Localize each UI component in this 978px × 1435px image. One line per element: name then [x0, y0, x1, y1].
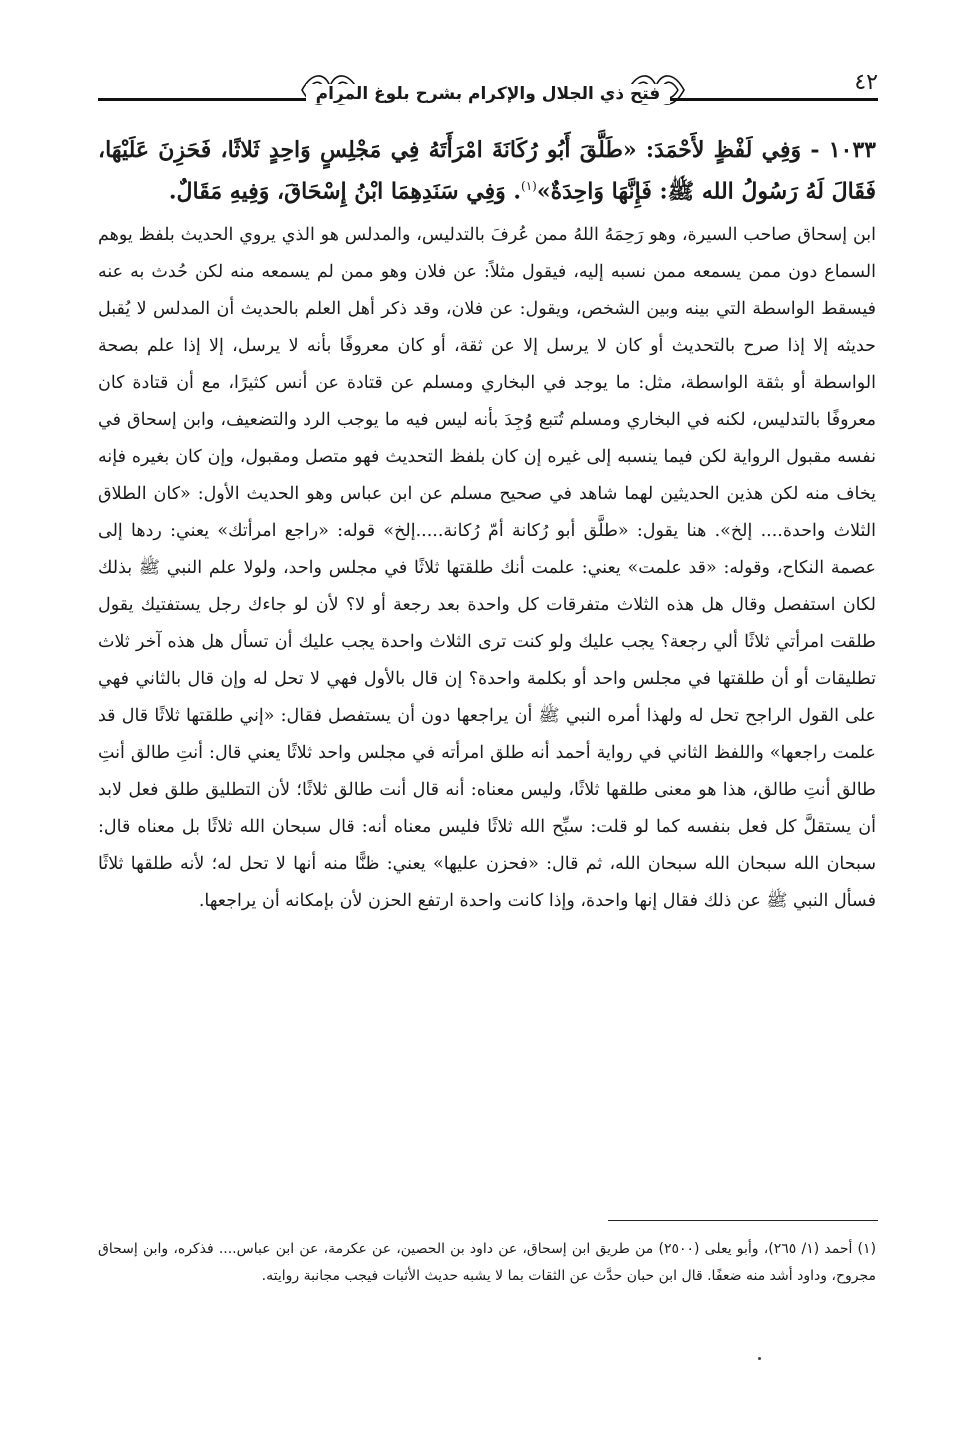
running-title — [98, 84, 878, 104]
footnote-item: (١) أحمد (١/ ٢٦٥)، وأبو يعلى (٢٥٠٠) من طريق ابن إسحاق، عن داود بن الحصين، عن عكرمة، عن ابن عباس.... فذكره، وابن إسحاق مجروح، وداود أشد منه ضعفًا. قال ابن حبان حدَّث عن الثقات بما لا يشبه حديث الأثبات فيجب مجانبة روايته. — [98, 1241, 877, 1284]
page-number: ٤٢ — [854, 70, 878, 95]
page-header — [98, 62, 878, 120]
commentary-paragraph: ابن إسحاق صاحب السيرة، وهو رَحِمَهُ اللهُ ممن عُرفَ بالتدليس، والمدلس هو الذي يروي الحديث بلفظ يوهم السماع دون ممن يسمعه ممن نسبه إليه، فيقول مثلاً: عن فلان وهو ممن لم يسمعه منه لكن حُدث به عنه فيسقط الواسطة التي بينه وبين الشخص، ويقول: عن فلان، وقد ذكر أهل العلم بالحديث أن المدلس لا يُقبل حديثه إلا إذا صرح بالتحديث أو كان لا يرسل إلا عن ثقة، أو كان معروفًا بأنه لا يرسل، إلا إذا علم بصحة الواسطة أو بثقة الواسطة، مثل: ما يوجد في البخاري ومسلم عن قتادة عن أنس كثيرًا، مع أن قتادة كان معروفًا بالتدليس، لكنه في البخاري ومسلم تُتبع وُجِدَ بأنه ليس فيه ما يوجب الرد والتضعيف، وابن إسحاق في نفسه مقبول الرواية لكن فيما ينسبه إلى غيره إن كان بلفظ التحديث فهو متصل ومقبول، وإن كان بغيره فإنه يخاف منه لكن هذين الحديثين لهما شاهد في صحيح مسلم عن ابن عباس وهو الحديث الأول: «كان الطلاق الثلاث واحدة.... إلخ». هنا يقول: «طلَّق أبو رُكانة أمّ رُكانة.....إلخ» قوله: «راجع امرأتك» يعني: ردها إلى عصمة النكاح، وقوله: «قد علمت» يعني: علمت أنك طلقتها ثلاثًا في مجلس واحد، ولولا علم النبي ﷺ بذلك لكان استفصل وقال هل هذه الثلاث متفرقات كل واحدة بعد رجعة أو لا؟ لأن لو جاءك رجل يستفتيك يقول طلقت امرأتي ثلاثًا ألي رجعة؟ يجب عليك ولو كنت ترى الثلاث واحدة يجب عليك أن تسأل هل هذه آخر ثلاث تطليقات أو أن طلقتها في مجلس واحد أو بكلمة واحدة؟ إن قال بالأول فهي لا تحل له وإن قال بالثاني فهي على القول الراجح تحل له ولهذا أمره النبي ﷺ أن يراجعها دون أن يستفصل فقال: «إني طلقتها ثلاثًا قال قد علمت راجعها» واللفظ الثاني في رواية أحمد أنه طلق امرأته في مجلس واحد ثلاثًا يعني قال: أنتِ طالق أنتِ طالق أنتِ طالق، هذا هو معنى طلقها ثلاثًا، وليس معناه: أنه قال أنت طالق ثلاثًا؛ لأن التطليق طلق فعل لابد أن يستقلَّ كل فعل بنفسه كما لو قلت: سبِّح الله ثلاثًا فليس معناه أنه: قال سبحان الله ثلاثًا بل معناه قال: سبحان الله سبحان الله سبحان الله، ثم قال: «فحزن عليها» يعني: ظنًّا منه أنها لا تحل له؛ لأنه طلقها ثلاثًا فسأل النبي ﷺ عن ذلك فقال إنها واحدة، وإذا كانت واحدة ارتفع الحزن لأن بإمكانه أن يراجعها. — [98, 225, 876, 912]
stray-mark — [758, 1357, 761, 1360]
hadith-matn: وَفِي لَفْظٍ لأَحْمَدَ: «طَلَّقَ أَبُو رُكَانَةَ امْرَأَتَهُ فِي مَجْلِسٍ وَاحِدٍ ثَلاثًا، فَحَزِنَ عَلَيْهَا، فَقَالَ لَهُ رَسُولُ الله ﷺ: فَإِنَّهَا وَاحِدَةٌ» — [98, 137, 876, 205]
footnote-separator — [608, 1220, 878, 1221]
hadith-text — [98, 132, 876, 209]
footnote-ref[interactable]: (١) — [521, 179, 537, 193]
page-body — [98, 132, 876, 920]
hadith-number: ١٠٣٣ - — [810, 137, 876, 163]
footnotes — [98, 1236, 876, 1290]
hadith-tail: . وَفِي سَنَدِهِمَا ابْنُ إِسْحَاقَ، وَفِيهِ مَقَالٌ. — [168, 178, 522, 205]
running-title-text: فتح ذي الجلال والإكرام بشرح بلوغ المرام — [306, 84, 671, 104]
